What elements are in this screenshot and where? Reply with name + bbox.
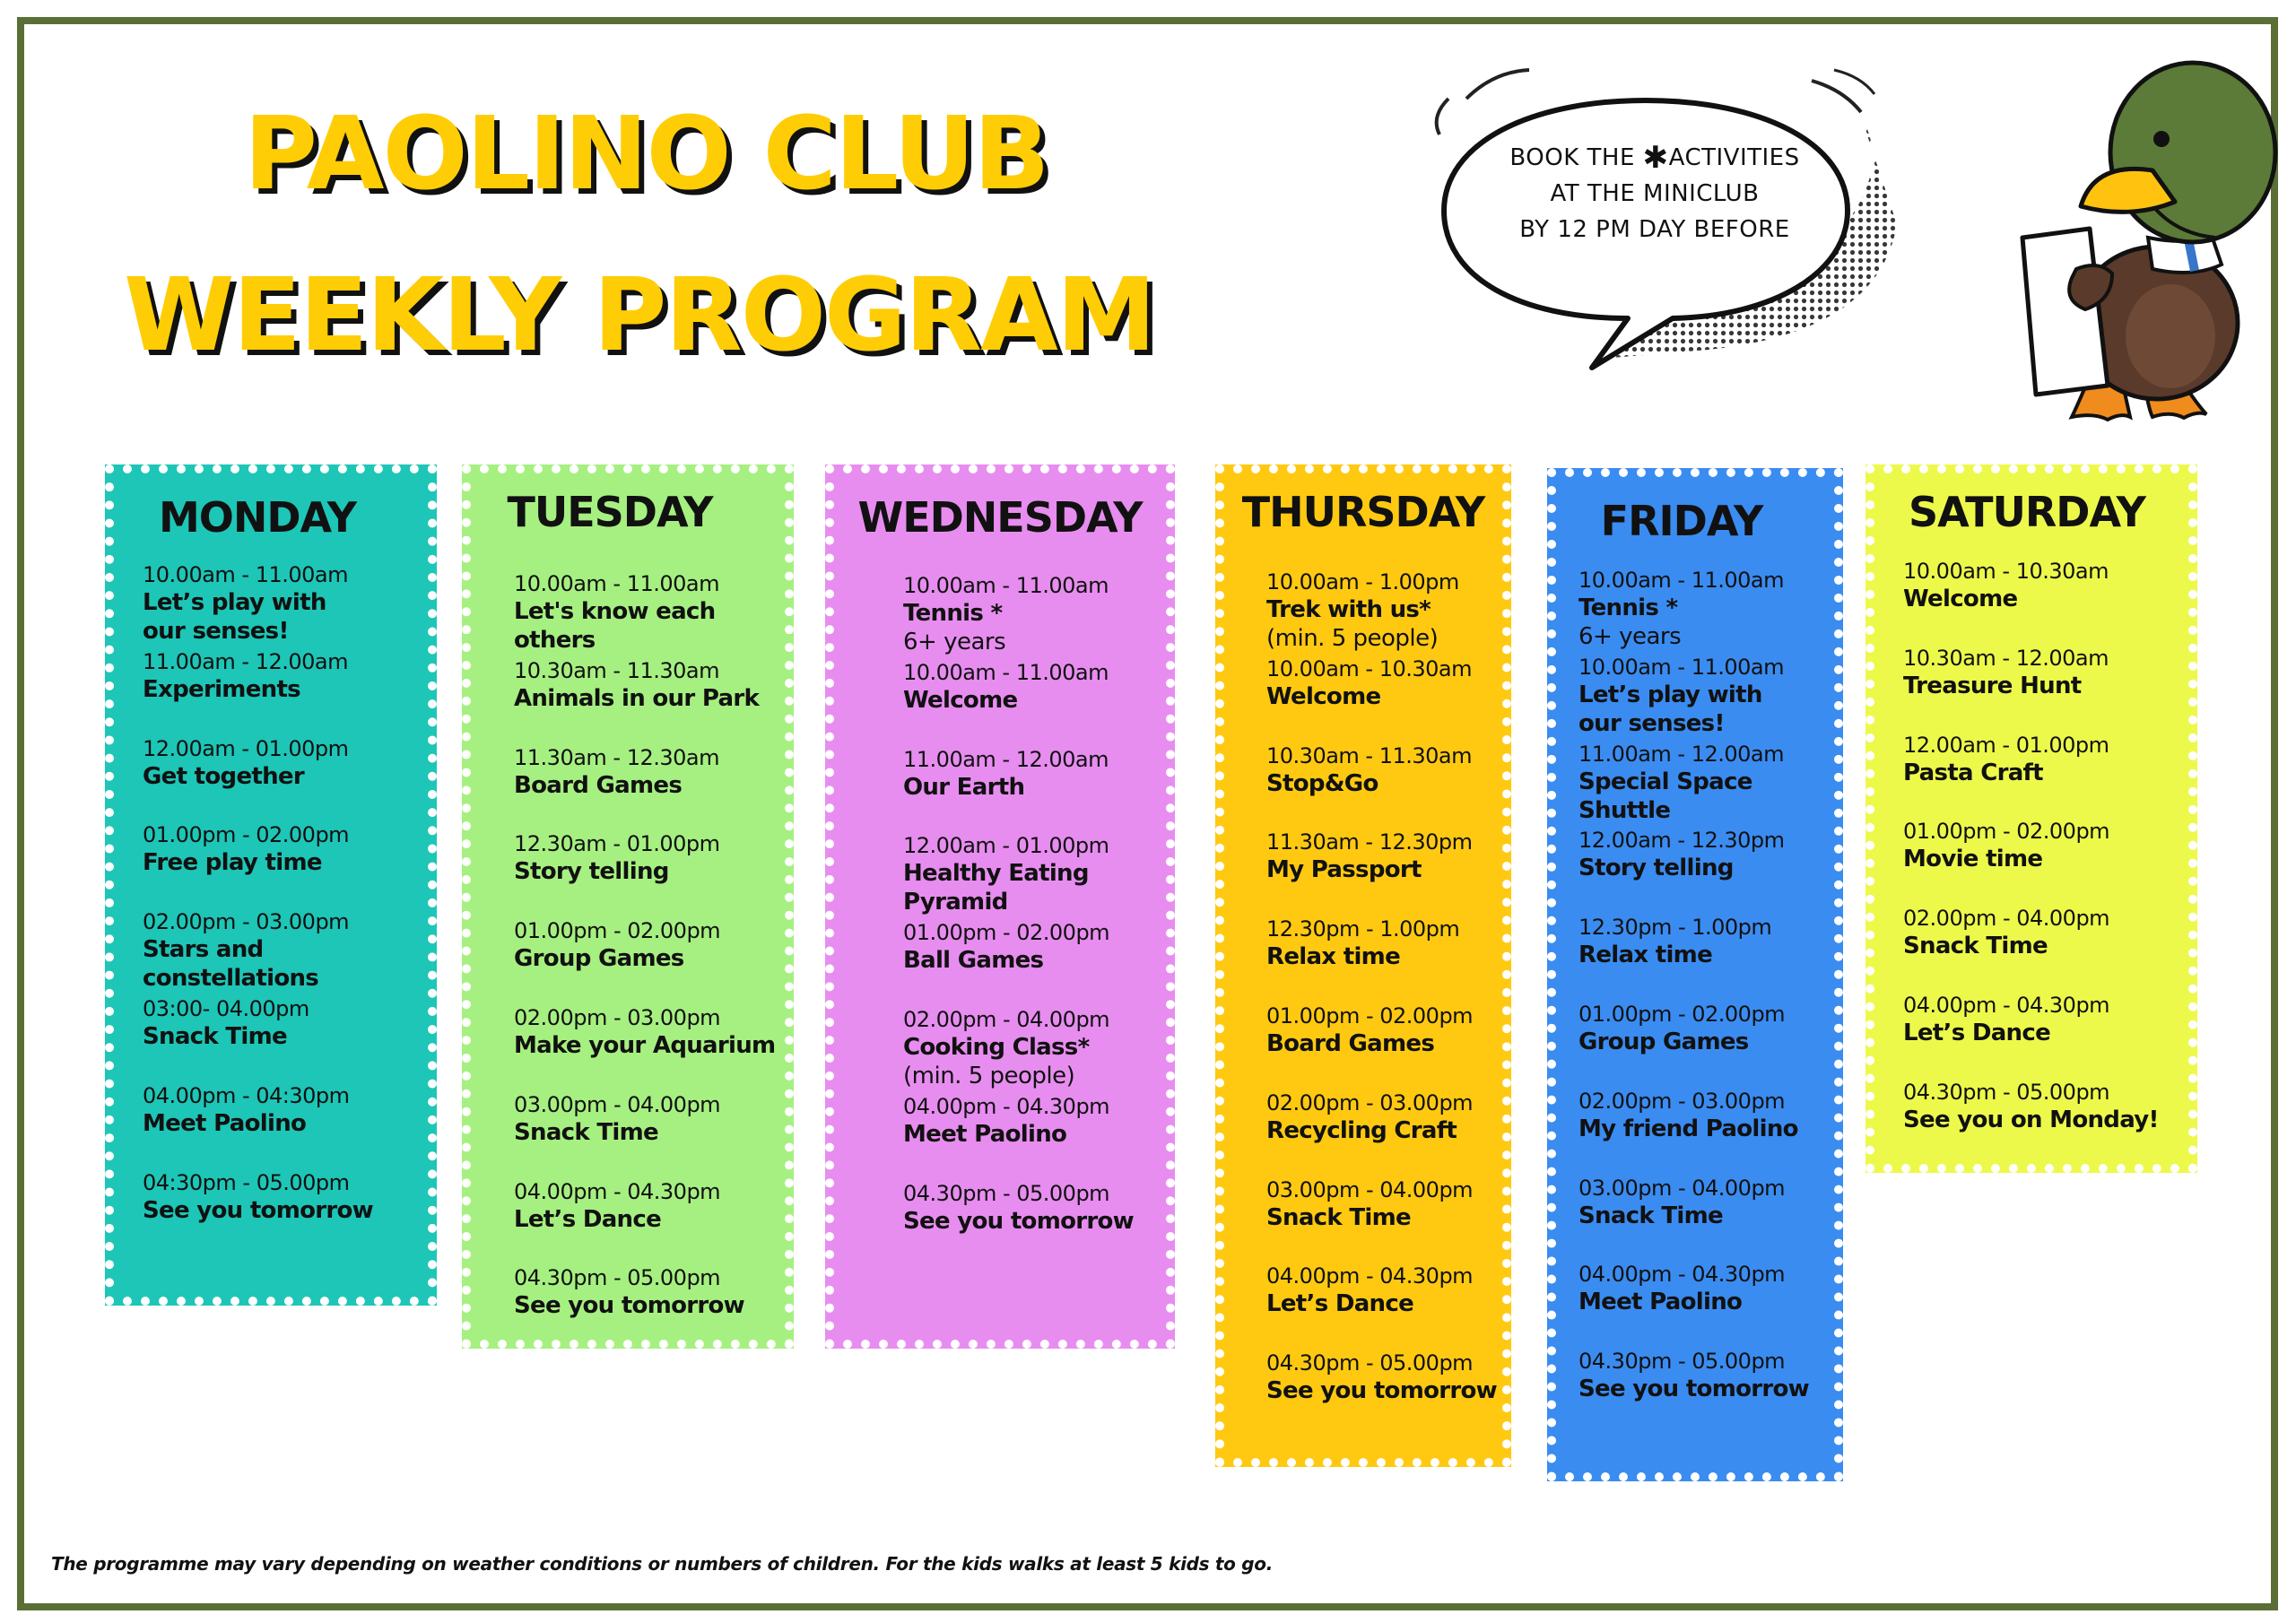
time-slot: 01.00pm - 02.00pm	[903, 920, 1110, 946]
activity-name: Snack Time	[1903, 933, 2048, 960]
bubble-text-line1a: BOOK THE	[1509, 144, 1635, 171]
list-item	[903, 1180, 1134, 1267]
list-item	[514, 1264, 785, 1351]
list-item	[1903, 645, 2159, 732]
activity-name: Treasure Hunt	[1903, 672, 2082, 699]
activity-name: Let’s Dance	[1266, 1290, 1414, 1318]
list-item	[1266, 1176, 1497, 1263]
activity-name: Meet Paolino	[903, 1120, 1067, 1148]
time-slot: 02.00pm - 03.00pm	[1266, 1089, 1474, 1115]
activity-name: My Passport	[1266, 856, 1422, 884]
day-card-wednesday	[825, 464, 1175, 1349]
day-title-tuesday: TUESDAY	[507, 488, 713, 536]
activity-name: See you tomorrow	[1578, 1376, 1809, 1403]
bubble-text-line3: BY 12 PM DAY BEFORE	[1519, 216, 1790, 243]
time-slot: 02.00pm - 04.00pm	[1903, 906, 2110, 932]
time-slot: 12.00am - 01.00pm	[903, 833, 1109, 859]
time-slot: 10.00am - 11.00am	[1578, 654, 1785, 680]
day-card-saturday	[1866, 464, 2197, 1173]
list-item	[903, 659, 1134, 746]
list-item	[1266, 655, 1497, 742]
list-item	[514, 1091, 785, 1178]
activity-note: 6+ years	[1578, 623, 1682, 650]
time-slot: 04.30pm - 05.00pm	[1903, 1079, 2110, 1105]
activity-name: See you tomorrow	[143, 1196, 373, 1224]
time-slot: 03.00pm - 04.00pm	[1578, 1175, 1786, 1201]
list-item	[1578, 1175, 1834, 1262]
activity-name: Snack Time	[1578, 1202, 1723, 1229]
list-item	[514, 917, 785, 1004]
title-line-2: WEEKLY PROGRAM	[124, 257, 1155, 374]
activity-name: Board Games	[514, 771, 683, 799]
time-slot: 12.00am - 01.00pm	[1903, 732, 2109, 758]
day-title-monday: MONDAY	[158, 493, 357, 542]
activity-note: 6+ years	[903, 629, 1006, 655]
time-slot: 02.00pm - 03.00pm	[143, 909, 350, 935]
activity-name: Our Earth	[903, 773, 1025, 801]
list-item	[1266, 1002, 1497, 1089]
time-slot: 10.00am - 11.00am	[903, 659, 1109, 685]
activity-name: Story telling	[514, 858, 669, 886]
list-item	[1903, 905, 2159, 992]
activity-name: Let’s Dance	[1903, 1019, 2051, 1046]
activity-name: Welcome	[903, 686, 1018, 714]
activity-name: Movie time	[1903, 846, 2043, 873]
time-slot: 10.00am - 10.30am	[1266, 655, 1473, 681]
time-slot: 12.00am - 12.30pm	[1578, 828, 1785, 854]
time-slot: 01.00pm - 02.00pm	[1266, 1002, 1474, 1028]
day-title-saturday: SATURDAY	[1908, 488, 2145, 536]
time-slot: 04.00pm - 04:30pm	[143, 1082, 350, 1108]
activity-name: Snack Time	[1266, 1203, 1411, 1231]
activity-name: Pasta Craft	[1903, 759, 2043, 786]
activity-name: See you tomorrow	[1266, 1377, 1497, 1405]
list-item	[143, 735, 428, 822]
time-slot: 04.00pm - 04.30pm	[1578, 1262, 1786, 1288]
time-slot: 03:00- 04.00pm	[143, 995, 309, 1021]
list-item	[143, 561, 428, 648]
title-line-1: PAOLINO CLUB	[244, 96, 1048, 213]
time-slot: 01.00pm - 02.00pm	[514, 918, 721, 944]
list-item	[1903, 992, 2159, 1079]
activity-name: Relax time	[1266, 943, 1401, 971]
time-slot: 04.00pm - 04.30pm	[514, 1178, 721, 1204]
activity-name: Trek with us*	[1266, 596, 1431, 623]
activity-name: My friend Paolino	[1578, 1115, 1798, 1142]
list-item	[143, 995, 428, 1082]
time-slot: 04:30pm - 05.00pm	[143, 1169, 350, 1195]
time-slot: 01.00pm - 02.00pm	[143, 822, 350, 848]
list-item	[903, 1006, 1134, 1093]
list-item	[1266, 568, 1497, 655]
list-item	[1903, 1079, 2159, 1166]
activity-name: See you on Monday!	[1903, 1106, 2159, 1133]
activity-name: Welcome	[1903, 586, 2018, 612]
list-item	[903, 572, 1134, 659]
activity-name: Healthy Eating Pyramid	[903, 860, 1089, 916]
time-slot: 04.00pm - 04.30pm	[903, 1093, 1110, 1119]
bubble-text-line1b: ACTIVITIES	[1668, 144, 1800, 171]
time-slot: 11.00am - 12.00am	[903, 746, 1109, 772]
time-slot: 04.30pm - 05.00pm	[1266, 1350, 1474, 1376]
time-slot: 11.30am - 12.30pm	[1266, 829, 1473, 855]
activity-name: Tennis *	[903, 600, 1003, 627]
list-item	[514, 657, 785, 744]
list-item	[1578, 914, 1834, 1001]
list-item	[514, 830, 785, 917]
activity-name: Relax time	[1578, 942, 1713, 969]
list-item	[1266, 1089, 1497, 1176]
day-card-thursday	[1215, 464, 1511, 1467]
list-item	[1578, 654, 1834, 741]
activity-name: Story telling	[1578, 855, 1734, 882]
activity-name: Meet Paolino	[143, 1109, 307, 1137]
day-title-wednesday: WEDNESDAY	[857, 493, 1143, 542]
time-slot: 02.00pm - 03.00pm	[1578, 1088, 1786, 1114]
activity-name: Recycling Craft	[1266, 1116, 1457, 1144]
list-item	[1266, 829, 1497, 916]
list-item	[1266, 742, 1497, 829]
time-slot: 10.00am - 11.00am	[514, 571, 720, 596]
list-item	[143, 648, 428, 735]
time-slot: 12.30pm - 1.00pm	[1578, 915, 1772, 941]
activity-name: Let's know each others	[514, 598, 716, 654]
list-item	[903, 1093, 1134, 1180]
activity-name: Special Space Shuttle	[1578, 768, 1752, 824]
activity-name: Stop&Go	[1266, 769, 1378, 797]
list-item	[1578, 567, 1834, 654]
day-title-thursday: THURSDAY	[1241, 488, 1485, 536]
list-item	[903, 919, 1134, 1006]
time-slot: 12.00am - 01.00pm	[143, 735, 349, 761]
time-slot: 03.00pm - 04.00pm	[1266, 1176, 1474, 1202]
list-item	[143, 821, 428, 908]
time-slot: 10.00am - 11.00am	[1578, 568, 1785, 593]
time-slot: 10.00am - 1.00pm	[1266, 569, 1459, 595]
activity-name: Free play time	[143, 849, 322, 877]
list-item	[514, 570, 785, 657]
list-item	[514, 1004, 785, 1091]
activity-name: Let’s play with our senses!	[1578, 681, 1762, 737]
activity-name: Group Games	[1578, 1028, 1749, 1055]
time-slot: 11.30am - 12.30am	[514, 744, 720, 770]
activity-note: (min. 5 people)	[1266, 625, 1439, 652]
time-slot: 12.30am - 01.00pm	[514, 831, 720, 857]
activity-name: Let’s Dance	[514, 1205, 662, 1233]
list-item	[1578, 1348, 1834, 1435]
list-item	[143, 1169, 428, 1256]
time-slot: 11.00am - 12.00am	[143, 648, 349, 674]
activity-name: Snack Time	[143, 1022, 287, 1050]
list-item	[143, 908, 428, 995]
list-item	[1266, 916, 1497, 1002]
time-slot: 04.30pm - 05.00pm	[903, 1180, 1110, 1206]
time-slot: 04.30pm - 05.00pm	[1578, 1349, 1786, 1375]
activity-name: Let’s play with our senses!	[143, 589, 326, 645]
list-item	[1578, 741, 1834, 828]
time-slot: 01.00pm - 02.00pm	[1578, 1001, 1786, 1027]
list-item	[1903, 558, 2159, 645]
time-slot: 02.00pm - 04.00pm	[903, 1006, 1110, 1032]
list-item	[1578, 1261, 1834, 1348]
duck-mascot-icon	[1987, 54, 2278, 430]
time-slot: 11.00am - 12.00am	[1578, 741, 1785, 767]
activity-name: Board Games	[1266, 1029, 1435, 1057]
booking-speech-bubble	[1413, 63, 1915, 395]
asterisk-star-icon: ✱	[1642, 140, 1669, 176]
activity-note: (min. 5 people)	[903, 1062, 1075, 1089]
list-item	[1578, 827, 1834, 914]
time-slot: 10.00am - 11.00am	[143, 562, 349, 587]
list-item	[1578, 1001, 1834, 1088]
activity-name: Meet Paolino	[1578, 1289, 1743, 1316]
activity-name: Cooking Class*	[903, 1033, 1090, 1061]
day-card-tuesday	[462, 464, 794, 1349]
list-item	[903, 832, 1134, 919]
activity-name: Get together	[143, 762, 304, 790]
time-slot: 10.30am - 11.30am	[1266, 742, 1473, 768]
activity-name: Stars and constellations	[143, 936, 319, 993]
time-slot: 04.00pm - 04.30pm	[1903, 992, 2110, 1018]
time-slot: 12.30pm - 1.00pm	[1266, 916, 1460, 942]
list-item	[514, 744, 785, 831]
activity-name: Animals in our Park	[514, 684, 760, 712]
activity-name: Group Games	[514, 945, 684, 973]
time-slot: 10.30am - 12.00am	[1903, 645, 2109, 671]
time-slot: 04.00pm - 04.30pm	[1266, 1263, 1474, 1289]
activity-name: Make your Aquarium	[514, 1031, 776, 1059]
time-slot: 03.00pm - 04.00pm	[514, 1091, 721, 1117]
time-slot: 10.00am - 11.00am	[903, 573, 1109, 598]
activity-name: Tennis *	[1578, 595, 1678, 621]
list-item	[903, 746, 1134, 833]
time-slot: 10.00am - 10.30am	[1903, 559, 2109, 584]
time-slot: 01.00pm - 02.00pm	[1903, 819, 2110, 845]
list-item	[1903, 732, 2159, 819]
list-item	[143, 1082, 428, 1169]
time-slot: 04.30pm - 05.00pm	[514, 1265, 721, 1291]
activity-name: See you tomorrow	[903, 1207, 1134, 1235]
day-card-friday	[1547, 468, 1843, 1481]
list-item	[1578, 1088, 1834, 1175]
footer-disclaimer: The programme may vary depending on weather conditions or numbers of children. For the kids walks at least 5 kids to go.	[51, 1553, 1274, 1575]
list-item	[514, 1178, 785, 1265]
activity-name: Experiments	[143, 675, 300, 703]
list-item	[1266, 1350, 1497, 1436]
day-title-friday: FRIDAY	[1600, 497, 1763, 545]
bubble-text-line2: AT THE MINICLUB	[1550, 180, 1760, 207]
time-slot: 10.30am - 11.30am	[514, 657, 720, 683]
activity-name: Snack Time	[514, 1118, 658, 1146]
day-card-monday	[105, 464, 437, 1306]
list-item	[1903, 818, 2159, 905]
activity-name: Ball Games	[903, 947, 1044, 975]
list-item	[1266, 1263, 1497, 1350]
activity-name: Welcome	[1266, 682, 1381, 710]
time-slot: 02.00pm - 03.00pm	[514, 1004, 721, 1030]
activity-name: See you tomorrow	[514, 1292, 744, 1320]
